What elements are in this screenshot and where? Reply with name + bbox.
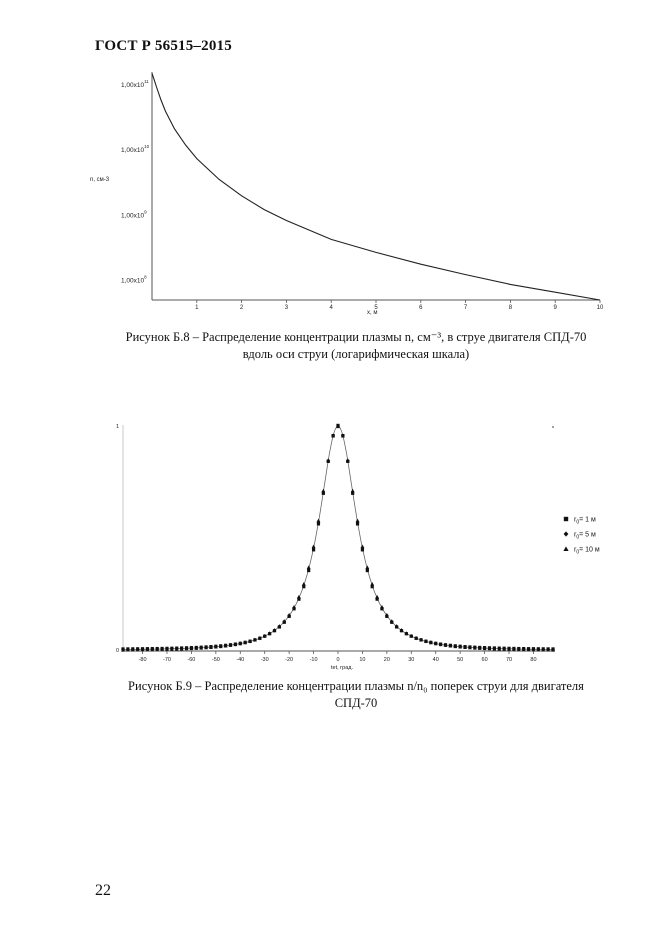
x-tick-label: 40 (432, 657, 439, 663)
data-point (312, 544, 316, 548)
x-tick-label: 1 (195, 305, 199, 311)
x-tick-label: -40 (236, 657, 245, 663)
x-tick-label: 9 (553, 305, 557, 311)
x-tick-label: 6 (419, 305, 423, 311)
y-axis-label: n, см-3 (90, 177, 110, 183)
x-axis-label: x, м (367, 310, 378, 316)
x-tick-label: 50 (457, 657, 464, 663)
x-tick-label: -60 (187, 657, 196, 663)
x-tick-label: -70 (163, 657, 171, 663)
data-point (321, 489, 325, 493)
document-header: ГОСТ Р 56515–2015 (95, 38, 232, 54)
legend-marker-triangle (563, 546, 568, 551)
x-tick-label: 5 (374, 305, 378, 311)
y-tick-label: 1 (115, 424, 119, 430)
data-point (317, 519, 321, 523)
x-tick-label: -10 (309, 657, 318, 663)
x-tick-label: 20 (383, 657, 390, 663)
x-tick-label: -30 (260, 657, 269, 663)
data-point (356, 519, 360, 523)
x-tick-label: 4 (329, 305, 333, 311)
x-tick-label: 7 (463, 305, 468, 311)
x-tick-label: 60 (481, 657, 488, 663)
x-tick-label: -80 (138, 657, 147, 663)
legend-marker-diamond (564, 531, 569, 536)
data-point (365, 565, 369, 569)
x-tick-label: 30 (408, 657, 415, 663)
x-tick-label: 80 (530, 657, 537, 663)
x-tick-label: -50 (211, 657, 220, 663)
chart-legend (563, 517, 599, 556)
y-tick-label: 0 (115, 648, 119, 654)
y-tick-label: $1,00x10^9$ (121, 209, 147, 220)
y-tick-label: $1,00x10^{10}$ (121, 144, 150, 155)
x-tick-label: 3 (284, 305, 289, 311)
legend-marker-square (564, 517, 568, 521)
figure1-caption-line1: Рисунок Б.8 – Распределение концентрации плазмы n, см⁻³, в струе двигателя СПД-70 (125, 330, 587, 344)
x-tick-label: 0 (336, 657, 340, 663)
x-tick-label: 10 (596, 305, 604, 311)
figure2-caption (96, 678, 616, 712)
series-guide-line (123, 426, 553, 650)
figure2-caption-line1: Рисунок Б.9 – Распределение концентрации плазмы n/n₀ поперек струи для двигателя (128, 679, 584, 693)
legend-label: $r_0= 1$ м (574, 516, 596, 526)
x-tick-label: -20 (285, 657, 294, 663)
legend-label: $r_0= 10$ м (574, 546, 600, 556)
page-number: 22 (95, 882, 111, 899)
legend-label: $r_0= 5$ м (574, 531, 596, 541)
x-tick-label: 10 (359, 657, 366, 663)
figure1-caption-line2: вдоль оси струи (логарифмическая шкала) (242, 347, 470, 361)
data-point (361, 544, 365, 548)
data-point (351, 489, 355, 493)
y-tick-label: $1,00x10^{11}$ (121, 79, 149, 90)
figure2-caption-line2: СПД-70 (334, 696, 378, 710)
y-tick-label: $1,00x10^8$ (121, 274, 147, 285)
x-axis-label: tet, град. (331, 665, 354, 671)
data-point (307, 565, 311, 569)
x-tick-label: 8 (508, 305, 513, 311)
x-tick-label: 2 (239, 305, 244, 311)
x-tick-label: 70 (505, 657, 513, 663)
